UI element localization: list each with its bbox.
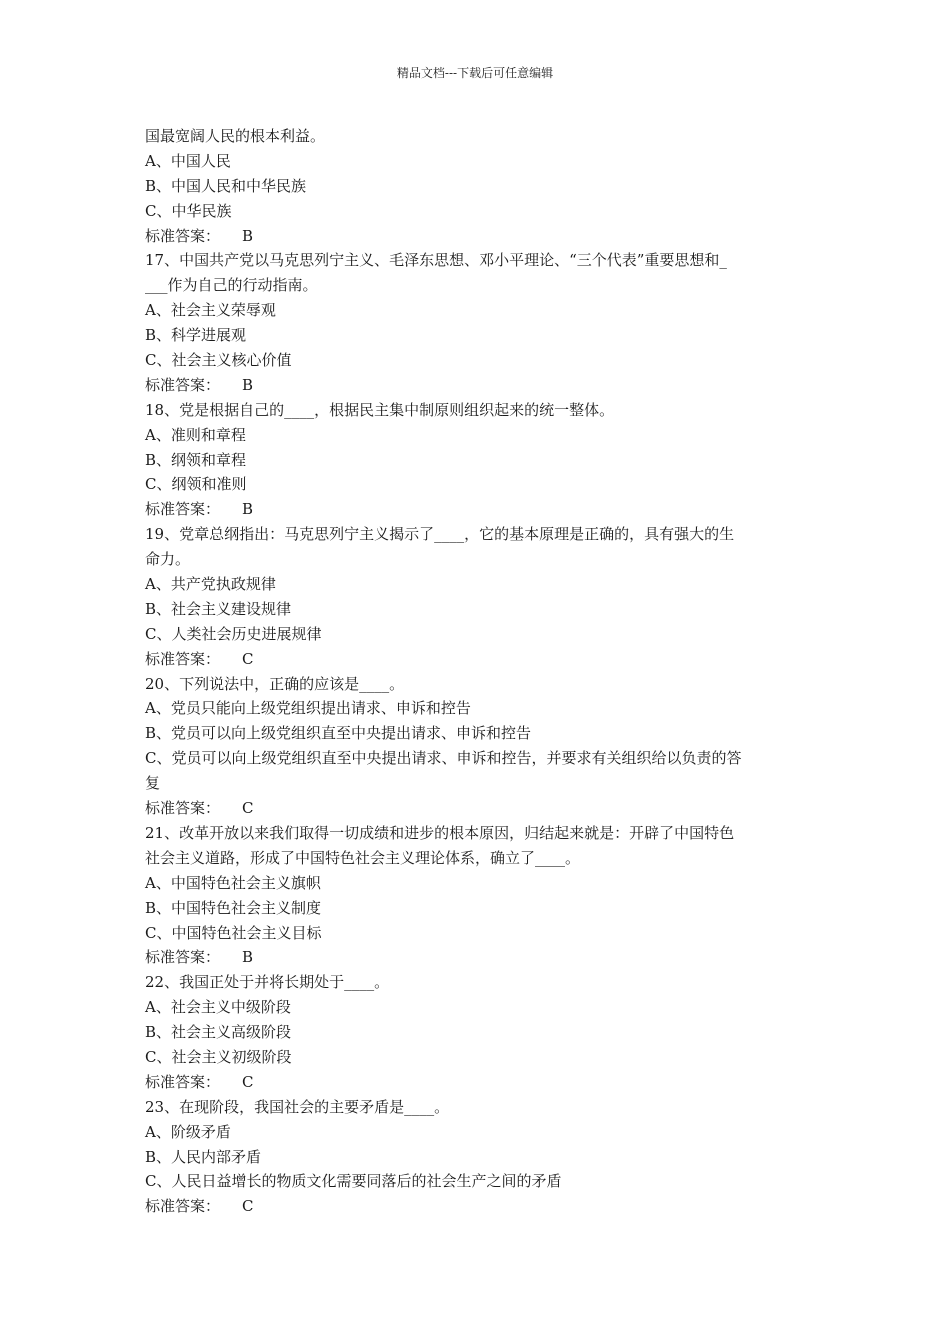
question-line: 21、改革开放以来我们取得一切成绩和进步的根本原因，归结起来就是：开辟了中国特色	[145, 823, 735, 842]
answer-value: B	[242, 375, 254, 394]
option-line: C、中国特色社会主义目标	[145, 923, 322, 942]
answer-label: 标准答案：	[145, 375, 221, 394]
answer-line	[145, 945, 815, 970]
option-line: C、纲领和准则	[145, 475, 247, 494]
answer-line	[145, 373, 815, 398]
option-line: A、阶级矛盾	[145, 1122, 231, 1141]
option-line: A、党员只能向上级党组织提出请求、申诉和控告	[145, 699, 471, 718]
option-line: C、社会主义初级阶段	[145, 1047, 292, 1066]
option-line: A、社会主义荣辱观	[145, 301, 276, 320]
answer-value: B	[242, 948, 254, 967]
option-line: B、社会主义高级阶段	[145, 1023, 292, 1042]
option-line: C、人民日益增长的物质文化需要同落后的社会生产之间的矛盾	[145, 1172, 562, 1191]
answer-value: C	[242, 649, 254, 668]
text-line: 国最宽阔人民的根本利益。	[145, 127, 326, 145]
option-line: C、中华民族	[145, 201, 232, 220]
answer-label: 标准答案：	[145, 226, 221, 245]
answer-value: B	[242, 226, 254, 245]
option-line: B、中国特色社会主义制度	[145, 898, 322, 917]
option-line: B、党员可以向上级党组织直至中央提出请求、申诉和控告	[145, 724, 532, 743]
option-line: B、中国人民和中华民族	[145, 176, 307, 195]
option-line: B、纲领和章程	[145, 450, 247, 469]
option-line: A、中国特色社会主义旗帜	[145, 873, 321, 892]
answer-line	[145, 1070, 815, 1095]
question-line: 20、下列说法中，正确的应该是____。	[145, 674, 405, 693]
question-line: 社会主义道路，形成了中国特色社会主义理论体系，确立了____。	[145, 848, 581, 867]
answer-value: C	[242, 799, 254, 818]
answer-label: 标准答案：	[145, 799, 221, 818]
option-line: A、准则和章程	[145, 425, 246, 444]
answer-label: 标准答案：	[145, 649, 221, 668]
option-line: B、科学进展观	[145, 326, 247, 345]
document-body	[145, 124, 815, 1219]
answer-line	[145, 647, 815, 672]
answer-value: C	[242, 1197, 254, 1216]
question-line: 18、党是根据自己的____，根据民主集中制原则组织起来的统一整体。	[145, 400, 615, 419]
option-line: B、社会主义建设规律	[145, 599, 292, 618]
option-line: 复	[145, 774, 161, 793]
option-line: A、中国人民	[145, 151, 231, 170]
answer-label: 标准答案：	[145, 1197, 221, 1216]
question-line: 19、党章总纲指出：马克思列宁主义揭示了____，它的基本原理是正确的，具有强大的生	[145, 525, 735, 544]
answer-label: 标准答案：	[145, 500, 221, 519]
answer-line	[145, 224, 815, 249]
answer-label: 标准答案：	[145, 948, 221, 967]
question-line: 23、在现阶段，我国社会的主要矛盾是____。	[145, 1097, 450, 1116]
option-line: C、党员可以向上级党组织直至中央提出请求、申诉和控告，并要求有关组织给以负责的答	[145, 749, 742, 768]
answer-label: 标准答案：	[145, 1072, 221, 1091]
question-line: 22、我国正处于并将长期处于____。	[145, 973, 390, 992]
question-line: 命力。	[145, 550, 191, 569]
option-line: C、社会主义核心价值	[145, 351, 292, 370]
answer-line	[145, 497, 815, 522]
answer-line	[145, 1194, 815, 1219]
answer-value: B	[242, 500, 254, 519]
page-header: 精品文档---下载后可任意编辑	[396, 66, 554, 80]
option-line: A、共产党执政规律	[145, 575, 276, 594]
option-line: C、人类社会历史进展规律	[145, 624, 322, 643]
answer-value: C	[242, 1072, 254, 1091]
option-line: A、社会主义中级阶段	[145, 998, 291, 1017]
option-line: B、人民内部矛盾	[145, 1147, 262, 1166]
question-line: 17、中国共产党以马克思列宁主义、毛泽东思想、邓小平理论、“三个代表”重要思想和_	[145, 251, 727, 270]
answer-line	[145, 796, 815, 821]
question-line: ___作为自己的行动指南。	[145, 276, 318, 295]
